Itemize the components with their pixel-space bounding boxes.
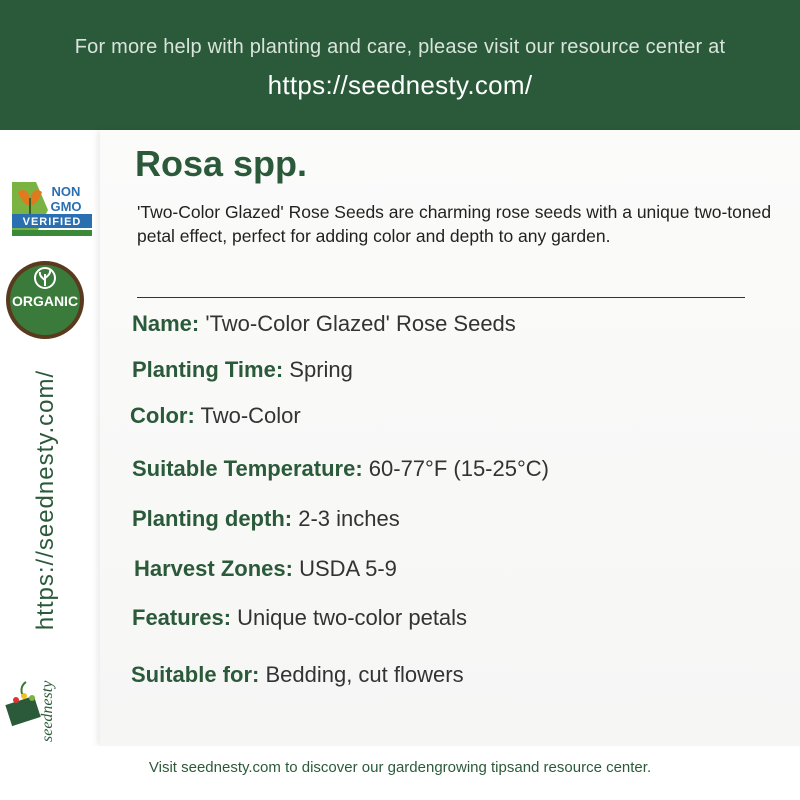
detail-label: Harvest Zones:: [134, 556, 293, 581]
header-url-link[interactable]: https://seednesty.com/: [267, 70, 533, 100]
detail-row-features: [132, 605, 467, 631]
non-gmo-verified-badge-icon: [8, 176, 94, 240]
detail-label: Planting depth:: [132, 506, 293, 531]
section-divider: [137, 297, 745, 298]
detail-row-temperature: [132, 456, 549, 482]
vertical-website-url[interactable]: https://seednesty.com/: [32, 369, 59, 631]
product-title: Rosa spp.: [135, 143, 308, 184]
product-intro: 'Two-Color Glazed' Rose Seeds are charming rose seeds with a unique two-toned petal effect, perfect for adding color and depth to any garden.: [137, 202, 772, 246]
detail-row-planting-depth: [132, 506, 400, 532]
detail-label: Color:: [130, 403, 195, 428]
badge-nongmo-line1: NON: [51, 184, 81, 199]
badge-organic-label: ORGANIC: [11, 293, 79, 309]
detail-value: Bedding, cut flowers: [259, 662, 464, 687]
badge-nongmo-line2: GMO: [50, 199, 82, 214]
header-banner: [0, 0, 800, 130]
badge-nongmo-line3: VERIFIED: [22, 216, 82, 228]
detail-value: 'Two-Color Glazed' Rose Seeds: [199, 311, 516, 336]
detail-label: Suitable for:: [131, 662, 260, 687]
logo-wordmark: seednesty: [39, 680, 56, 742]
detail-value: Unique two-color petals: [231, 605, 468, 630]
detail-value: USDA 5-9: [292, 556, 397, 581]
detail-row-color: [130, 403, 301, 429]
detail-value: Spring: [283, 357, 353, 382]
footer-text: Visit seednesty.com to discover our gardengrowing tipsand resource center.: [148, 759, 652, 776]
organic-badge-icon: [5, 260, 85, 340]
detail-row-harvest-zones: [134, 556, 397, 582]
header-help-text: For more help with planting and care, please visit our resource center at: [74, 36, 726, 58]
footer: [0, 746, 800, 800]
detail-label: Features:: [132, 605, 232, 630]
detail-label: Planting Time:: [132, 357, 284, 382]
detail-value: 2-3 inches: [292, 506, 400, 531]
detail-row-planting-time: [132, 357, 353, 383]
detail-value: 60-77°F (15-25°C): [362, 456, 549, 481]
detail-row-suitable-for: [131, 662, 464, 688]
detail-row-name: [132, 311, 516, 337]
seednesty-logo-icon: [4, 660, 74, 746]
detail-label: Suitable Temperature:: [132, 456, 363, 481]
detail-label: Name:: [132, 311, 200, 336]
detail-value: Two-Color: [194, 403, 301, 428]
